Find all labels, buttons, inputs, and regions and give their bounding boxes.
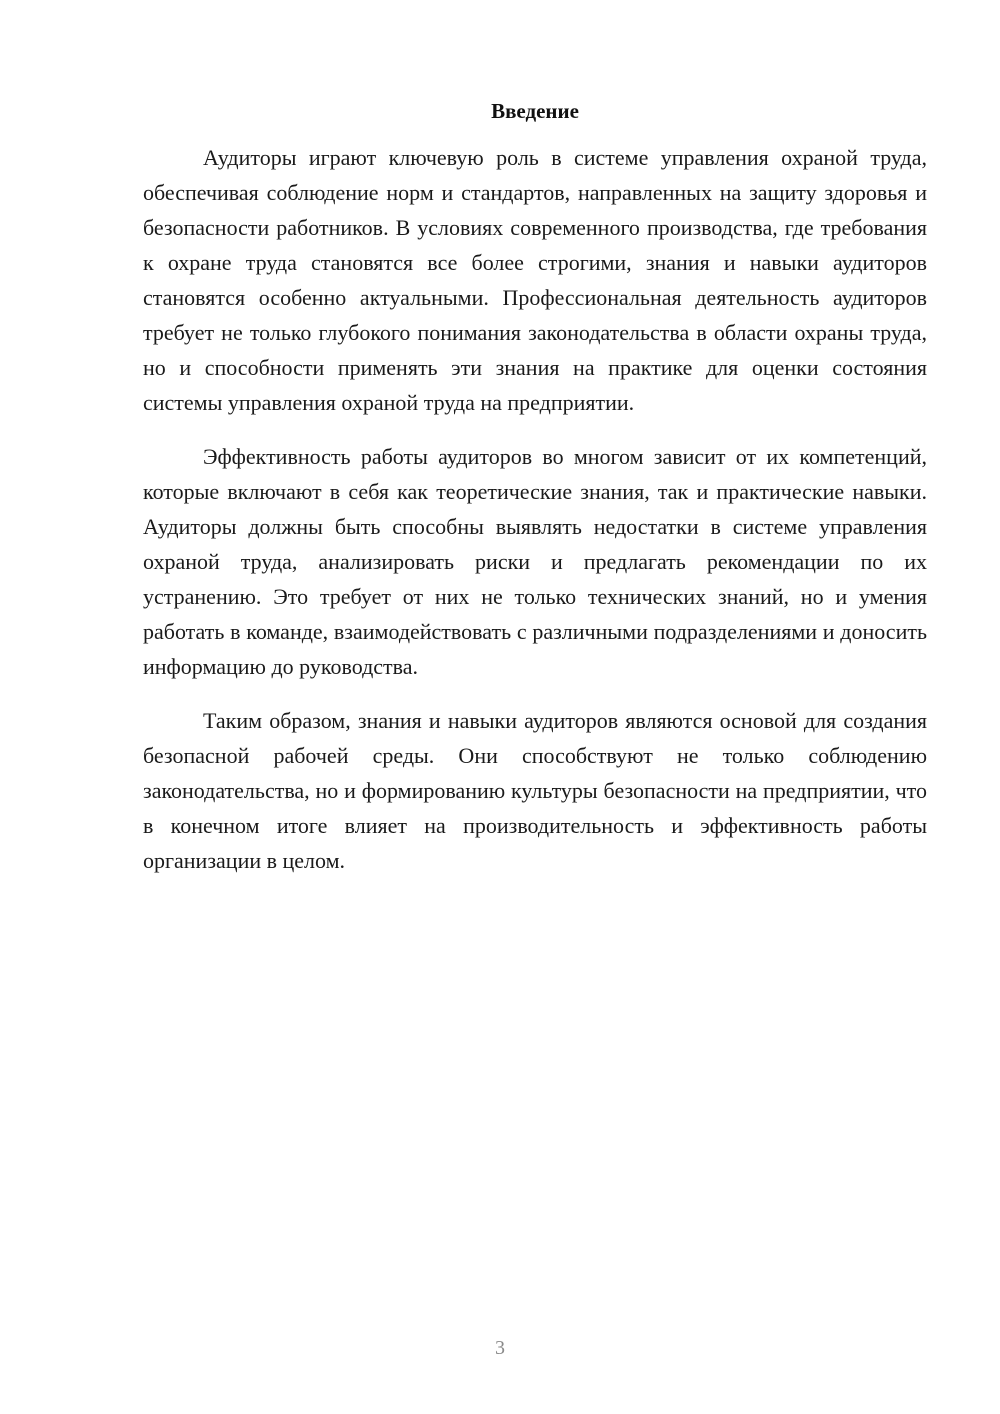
body-paragraph-3: Таким образом, знания и навыки аудиторов являются основой для создания безопасной рабочей среды. Они способствуют не только соблюдению законодательства, но и формированию культуры безопасности на предприятии, что в конечном итоге влияет на производительность и эффективность работы организации в целом.	[143, 708, 927, 873]
page-number: 3	[495, 1337, 505, 1359]
body-paragraph-2: Эффективность работы аудиторов во многом зависит от их компетенций, которые включают в себя как теоретические знания, так и практические навыки. Аудиторы должны быть способны выявлять недостатки в системе управления охраной труда, анализировать риски и предлагать рекомендации по их устранению. Это требует от них не только технических знаний, но и умения работать в команде, взаимодействовать с различными подразделениями и доносить информацию до руководства.	[143, 444, 927, 679]
section-heading: Введение	[491, 99, 579, 123]
body-paragraph-1: Аудиторы играют ключевую роль в системе управления охраной труда, обеспечивая соблюдение норм и стандартов, направленных на защиту здоровья и безопасности работников. В условиях современного производства, где требования к охране труда становятся все более строгими, знания и навыки аудиторов становятся особенно актуальными. Профессиональная деятельность аудиторов требует не только глубокого понимания законодательства в области охраны труда, но и способности применять эти знания на практике для оценки состояния системы управления охраной труда на предприятии.	[143, 145, 927, 415]
